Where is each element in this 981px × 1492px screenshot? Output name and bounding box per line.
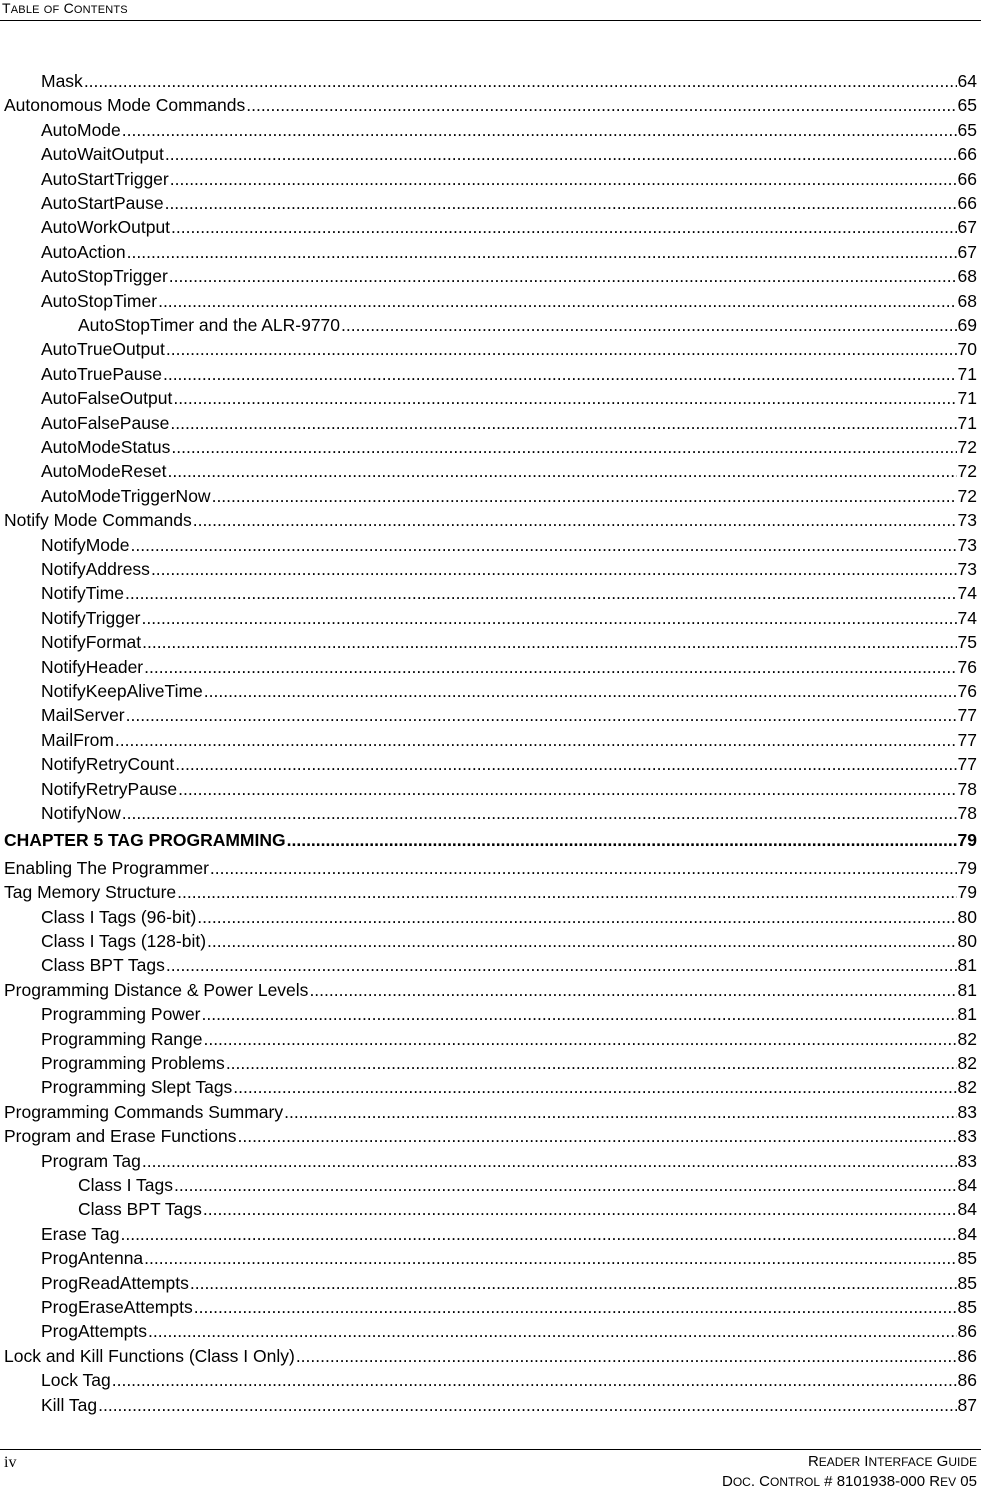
toc-entry-title: NotifyHeader (41, 656, 144, 677)
toc-entry-page: 81 (957, 979, 977, 1000)
toc-entry-title: NotifyNow (41, 803, 121, 823)
toc-dot-leader (204, 680, 957, 702)
toc-entry[interactable] (0, 1076, 977, 1098)
toc-entry-title: AutoStartTrigger (41, 168, 169, 189)
toc-entry[interactable] (0, 881, 977, 903)
toc-dot-leader (284, 1101, 956, 1123)
toc-dot-leader (120, 1223, 956, 1245)
toc-dot-leader (170, 168, 957, 190)
toc-entry[interactable] (0, 534, 977, 556)
toc-entry-title: Autonomous Mode Commands (4, 95, 246, 116)
toc-entry-title: Class BPT Tags (41, 955, 165, 976)
toc-entry-title: AutoWorkOutput (41, 217, 171, 238)
toc-dot-leader (287, 829, 957, 851)
toc-entry-title: NotifyFormat (41, 632, 142, 653)
toc-entry-page: 68 (957, 290, 977, 311)
toc-dot-leader (170, 412, 956, 434)
toc-entry[interactable] (0, 94, 977, 116)
toc-entry[interactable] (0, 906, 977, 928)
toc-entry-title: Programming Power (41, 1004, 201, 1025)
toc-entry-title: MailFrom (41, 729, 114, 750)
toc-entry[interactable] (0, 1223, 977, 1245)
toc-entry-page: 73 (957, 559, 977, 579)
toc-entry[interactable] (0, 704, 977, 726)
toc-dot-leader (127, 241, 957, 263)
toc-entry[interactable] (0, 216, 977, 238)
toc-entry-title: Programming Distance & Power Levels (4, 979, 309, 1000)
toc-dot-leader (142, 631, 956, 653)
toc-dot-leader (144, 656, 956, 678)
toc-entry[interactable] (0, 192, 977, 214)
toc-entry[interactable] (0, 1028, 977, 1050)
toc-dot-leader (174, 1174, 957, 1196)
toc-dot-leader (151, 558, 957, 580)
toc-dot-leader (178, 778, 956, 800)
toc-entry-title: Program Tag (41, 1150, 141, 1171)
toc-entry[interactable] (0, 265, 977, 287)
footer-divider (0, 1449, 981, 1450)
toc-entry-title: AutoModeStatus (41, 437, 171, 457)
toc-entry-page: 87 (957, 1394, 977, 1415)
toc-dot-leader (166, 338, 957, 360)
toc-dot-leader (309, 979, 956, 1001)
toc-entry-title: NotifyTrigger (41, 607, 141, 628)
toc-entry-page: 75 (957, 632, 977, 653)
toc-entry-page: 77 (957, 705, 977, 726)
toc-dot-leader (165, 192, 957, 214)
toc-entry-title: Enabling The Programmer (4, 857, 209, 878)
toc-entry[interactable] (0, 582, 977, 604)
toc-entry-page: 86 (957, 1370, 977, 1391)
toc-entry-page: 83 (957, 1126, 977, 1147)
toc-entry[interactable] (0, 680, 977, 702)
toc-entry-title: Class I Tags (96-bit) (41, 906, 197, 927)
toc-entry[interactable] (0, 290, 977, 312)
toc-entry-page: 65 (957, 95, 977, 116)
toc-entry[interactable] (0, 1320, 977, 1342)
toc-dot-leader (210, 857, 957, 879)
toc-entry-page: 85 (957, 1248, 977, 1269)
toc-entry-page: 81 (957, 955, 977, 976)
toc-entry-page: 72 (957, 437, 977, 457)
footer-page-number: iv (4, 1454, 17, 1471)
toc-entry[interactable] (0, 1174, 977, 1196)
toc-entry-page: 73 (957, 510, 977, 531)
toc-entry[interactable] (0, 802, 977, 824)
toc-entry-title: Mask (41, 71, 83, 91)
toc-entry-page: 66 (957, 168, 977, 189)
toc-dot-leader (166, 954, 957, 976)
toc-entry[interactable] (0, 119, 977, 141)
toc-entry-title: NotifyMode (41, 534, 130, 555)
toc-entry[interactable] (0, 485, 977, 507)
toc-entry-title: AutoFalseOutput (41, 388, 173, 409)
toc-entry-title: Tag Memory Structure (4, 882, 177, 903)
toc-dot-leader (193, 509, 957, 531)
toc-entry-title: AutoAction (41, 241, 126, 262)
toc-entry-page: 78 (957, 778, 977, 799)
toc-entry-title: Programming Problems (41, 1053, 225, 1073)
toc-entry-title: Programming Slept Tags (41, 1077, 233, 1098)
toc-entry-title: AutoStopTimer (41, 290, 158, 311)
toc-dot-leader (142, 1150, 957, 1172)
toc-dot-leader (168, 460, 957, 482)
toc-entry-title: MailServer (41, 705, 125, 726)
toc-entry-page: 73 (957, 534, 977, 555)
running-header-title: TABLE OF CONTENTS (2, 0, 128, 16)
toc-entry-page: 84 (957, 1175, 977, 1195)
toc-entry[interactable] (0, 558, 977, 580)
toc-entry-page: 72 (957, 485, 977, 506)
toc-entry-title: Programming Commands Summary (4, 1101, 284, 1122)
toc-entry-page: 71 (957, 388, 977, 409)
toc-entry[interactable] (0, 1150, 977, 1172)
toc-entry[interactable] (0, 509, 977, 531)
toc-entry-title: Kill Tag (41, 1394, 98, 1415)
toc-dot-leader (158, 290, 956, 312)
toc-entry-page: 79 (957, 857, 977, 878)
toc-entry-page: 66 (957, 144, 977, 165)
toc-dot-leader (142, 607, 957, 629)
toc-entry-page: 65 (957, 119, 977, 140)
toc-entry[interactable] (0, 460, 977, 482)
toc-entry[interactable] (0, 1125, 977, 1147)
toc-dot-leader (98, 1394, 956, 1416)
toc-entry-title: CHAPTER 5 TAG PROGRAMMING (4, 830, 286, 851)
toc-entry-title: ProgEraseAttempts (41, 1297, 193, 1317)
toc-entry[interactable] (0, 241, 977, 263)
toc-entry[interactable] (0, 1369, 977, 1391)
toc-dot-leader (171, 216, 956, 238)
toc-entry[interactable] (0, 338, 977, 360)
toc-entry-page: 82 (957, 1053, 977, 1073)
toc-entry-page: 66 (957, 193, 977, 213)
toc-chapter-entry[interactable] (0, 829, 977, 851)
toc-entry-page: 80 (957, 931, 977, 951)
toc-entry-title: AutoFalsePause (41, 412, 170, 433)
footer-document-info (722, 1452, 977, 1492)
toc-entry-page: 71 (957, 412, 977, 433)
toc-entry[interactable] (0, 778, 977, 800)
toc-dot-leader (212, 485, 957, 507)
toc-dot-leader (202, 1003, 957, 1025)
toc-entry-page: 77 (957, 729, 977, 750)
toc-entry[interactable] (0, 363, 977, 385)
toc-entry[interactable] (0, 857, 977, 879)
toc-entry-title: AutoModeReset (41, 461, 167, 482)
toc-entry[interactable] (0, 729, 977, 751)
toc-dot-leader (84, 70, 957, 92)
toc-entry-title: AutoModeTriggerNow (41, 485, 211, 506)
toc-dot-leader (171, 436, 956, 458)
toc-dot-leader (165, 143, 957, 165)
toc-entry[interactable] (0, 930, 977, 952)
toc-entry-page: 67 (957, 241, 977, 262)
toc-entry-page: 69 (957, 315, 977, 335)
toc-entry-page: 77 (957, 754, 977, 775)
toc-entry[interactable] (0, 753, 977, 775)
toc-entry-title: Notify Mode Commands (4, 510, 192, 531)
toc-entry-title: NotifyAddress (41, 559, 150, 579)
toc-entry-title: Program and Erase Functions (4, 1126, 237, 1147)
toc-entry[interactable] (0, 412, 977, 434)
toc-dot-leader (131, 534, 957, 556)
toc-entry-page: 68 (957, 266, 977, 287)
toc-entry[interactable] (0, 1198, 977, 1220)
toc-entry-page: 86 (957, 1321, 977, 1342)
toc-entry-title: Lock Tag (41, 1370, 111, 1391)
toc-entry-page: 83 (957, 1101, 977, 1122)
toc-entry[interactable] (0, 1296, 977, 1318)
toc-entry[interactable] (0, 436, 977, 458)
toc-entry-page: 86 (957, 1345, 977, 1366)
toc-entry-title: Programming Range (41, 1028, 203, 1049)
toc-entry-page: 72 (957, 461, 977, 482)
toc-dot-leader (125, 582, 957, 604)
toc-dot-leader (144, 1247, 956, 1269)
toc-entry-page: 64 (957, 71, 977, 91)
toc-entry-page: 85 (957, 1272, 977, 1293)
toc-entry[interactable] (0, 143, 977, 165)
toc-entry-title: NotifyTime (41, 583, 124, 604)
toc-entry-page: 83 (957, 1150, 977, 1171)
toc-entry-title: Class I Tags (128-bit) (41, 931, 207, 951)
toc-entry-page: 67 (957, 217, 977, 238)
toc-dot-leader (122, 802, 957, 824)
toc-entry-page: 80 (957, 906, 977, 927)
toc-entry-title: Erase Tag (41, 1223, 120, 1244)
toc-entry[interactable] (0, 168, 977, 190)
toc-entry-title: Lock and Kill Functions (Class I Only) (4, 1345, 295, 1366)
toc-entry[interactable] (0, 1272, 977, 1294)
toc-entry-page: 74 (957, 607, 977, 628)
toc-dot-leader (341, 314, 957, 336)
toc-entry-title: AutoStartPause (41, 193, 164, 213)
running-header (2, 0, 128, 16)
header-divider (0, 20, 981, 21)
toc-entry-page: 74 (957, 583, 977, 604)
toc-entry[interactable] (0, 954, 977, 976)
toc-entry[interactable] (0, 387, 977, 409)
toc-entry-title: ProgAntenna (41, 1248, 144, 1269)
toc-dot-leader (233, 1076, 956, 1098)
toc-dot-leader (122, 119, 957, 141)
toc-entry[interactable] (0, 631, 977, 653)
footer-doc-control: DOC. CONTROL # 8101938-000 REV 05 (721, 1473, 977, 1490)
toc-entry-page: 82 (957, 1077, 977, 1098)
toc-entry-page: 82 (957, 1028, 977, 1049)
toc-entry-title: AutoTruePause (41, 363, 162, 384)
toc-entry-page: 81 (957, 1004, 977, 1025)
toc-entry-page: 85 (957, 1297, 977, 1317)
toc-entry[interactable] (0, 1247, 977, 1269)
toc-entry-page: 79 (957, 882, 977, 903)
toc-entry[interactable] (0, 607, 977, 629)
toc-entry[interactable] (0, 1052, 977, 1074)
toc-entry[interactable] (0, 656, 977, 678)
toc-entry-title: ProgAttempts (41, 1321, 148, 1342)
toc-dot-leader (246, 94, 956, 116)
toc-entry-title: ProgReadAttempts (41, 1272, 189, 1293)
toc-entry-title: AutoStopTrigger (41, 266, 168, 287)
toc-entry[interactable] (0, 1003, 977, 1025)
toc-dot-leader (197, 906, 956, 928)
toc-entry-title: AutoStopTimer and the ALR-9770 (78, 315, 341, 335)
toc-dot-leader (112, 1369, 957, 1391)
toc-entry-page: 76 (957, 656, 977, 677)
toc-entry[interactable] (0, 70, 977, 92)
toc-entry-page: 84 (957, 1223, 977, 1244)
toc-dot-leader (190, 1272, 957, 1294)
toc-dot-leader (115, 729, 957, 751)
toc-dot-leader (175, 753, 956, 775)
toc-dot-leader (207, 930, 957, 952)
toc-entry-page: 79 (957, 830, 977, 851)
toc-dot-leader (126, 704, 957, 726)
toc-entry-title: AutoTrueOutput (41, 339, 165, 360)
toc-entry[interactable] (0, 314, 977, 336)
toc-dot-leader (296, 1345, 957, 1367)
toc-entry-title: AutoWaitOutput (41, 144, 164, 165)
toc-entry[interactable] (0, 1394, 977, 1416)
toc-entry[interactable] (0, 1345, 977, 1367)
toc-entry-page: 84 (957, 1199, 977, 1220)
toc-dot-leader (194, 1296, 957, 1318)
toc-entry-title: NotifyKeepAliveTime (41, 681, 203, 701)
toc-dot-leader (203, 1198, 957, 1220)
toc-entry-page: 76 (957, 681, 977, 701)
toc-entry-title: NotifyRetryCount (41, 754, 175, 775)
toc-entry-title: Class I Tags (78, 1175, 173, 1195)
toc-entry[interactable] (0, 1101, 977, 1123)
toc-entry-title: AutoMode (41, 119, 121, 140)
toc-entry-title: Class BPT Tags (78, 1199, 202, 1220)
toc-entry-page: 78 (957, 803, 977, 823)
toc-dot-leader (163, 363, 957, 385)
toc-entry-page: 70 (957, 339, 977, 360)
toc-entry[interactable] (0, 979, 977, 1001)
toc-dot-leader (148, 1320, 957, 1342)
toc-entry-page: 71 (957, 363, 977, 384)
toc-dot-leader (226, 1052, 957, 1074)
toc-dot-leader (203, 1028, 956, 1050)
toc-dot-leader (169, 265, 957, 287)
toc-dot-leader (237, 1125, 956, 1147)
toc-dot-leader (177, 881, 956, 903)
toc-dot-leader (173, 387, 956, 409)
toc-entry-title: NotifyRetryPause (41, 778, 178, 799)
footer-guide-title: READER INTERFACE GUIDE (807, 1453, 977, 1470)
